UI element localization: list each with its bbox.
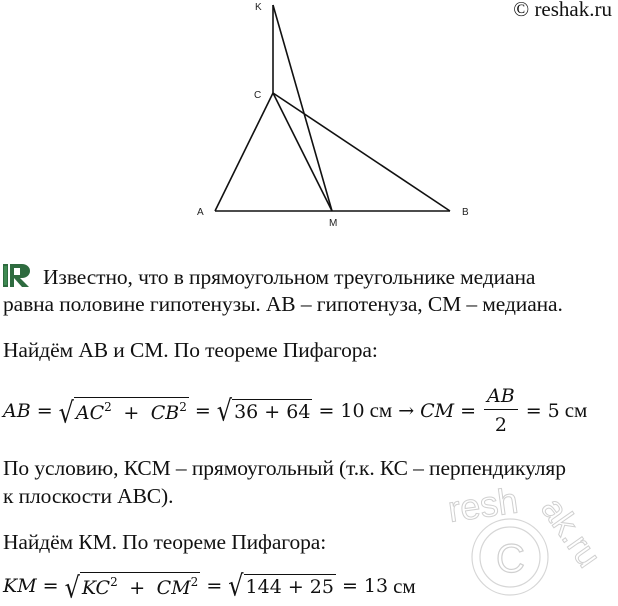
watermark-text-2: ak.ru — [533, 490, 608, 575]
equals-sign: = — [206, 575, 223, 597]
geometry-figure — [0, 0, 618, 240]
equals-sign: = — [460, 399, 477, 422]
paragraph-1-line-1: Известно, что в прямоугольном треугольнике медиана — [43, 265, 536, 289]
exponent: 2 — [179, 399, 187, 414]
formula1-lhs: AB — [3, 399, 31, 422]
sqrt-body — [74, 397, 189, 425]
point-label-c: C — [254, 90, 262, 101]
unit: см — [393, 573, 416, 598]
point-label-m: M — [329, 218, 338, 229]
term-cb: CB — [150, 401, 180, 424]
exponent: 2 — [110, 575, 118, 589]
term-kc: KC — [81, 577, 111, 599]
sqrt-sign: √ — [58, 395, 74, 430]
result-ab: 10 — [340, 399, 365, 422]
result-km: 13 — [363, 575, 389, 597]
point-label-a: A — [197, 207, 204, 218]
equals-sign: = — [318, 399, 335, 422]
watermark-circle-inner — [480, 527, 540, 587]
sqrt-sign: √ — [228, 569, 244, 603]
copyright-notice: © reshak.ru — [513, 0, 612, 21]
equals-sign: = — [42, 575, 59, 597]
paragraph-3-line-2: к плоскости АВС). — [3, 484, 174, 508]
sqrt-expression-2 — [228, 569, 336, 603]
point-label-k: K — [255, 2, 262, 13]
exponent: 2 — [104, 399, 112, 414]
watermark-graphic — [472, 519, 548, 595]
sqrt-sign: √ — [216, 393, 233, 428]
point-label-b: B — [462, 207, 469, 218]
sqrt-expression-1 — [64, 571, 201, 605]
reshak-logo-icon — [3, 262, 37, 288]
formula2-lhs: KM — [3, 575, 37, 597]
fraction-denominator: 2 — [494, 414, 507, 436]
figure-lines — [215, 5, 450, 211]
plus-sign: + — [129, 577, 146, 599]
unit: см — [369, 398, 393, 422]
fraction — [484, 385, 518, 436]
sqrt-sign: √ — [64, 571, 80, 605]
fraction-numerator: AB — [484, 385, 518, 410]
term-cm: CM — [156, 577, 191, 599]
sqrt-expression-2 — [216, 393, 313, 428]
sqrt-body: 36 + 64 — [234, 400, 311, 423]
sqrt-expression-1 — [58, 395, 189, 430]
watermark-circle-outer — [472, 519, 548, 595]
term-ac: AC — [75, 401, 105, 424]
exponent: 2 — [190, 575, 199, 589]
result-cm: 5 — [547, 399, 560, 422]
formula-km — [3, 569, 416, 605]
formula-ab-cm — [3, 385, 587, 436]
equals-sign: = — [525, 399, 542, 422]
segment-ac — [215, 93, 273, 211]
paragraph-1 — [3, 262, 535, 291]
watermark-text-1: resh — [445, 479, 521, 530]
arrow: → — [398, 399, 415, 422]
sqrt-body — [80, 572, 200, 600]
formula1-lhs2: CM — [420, 399, 455, 422]
equals-sign: = — [341, 575, 358, 597]
paragraph-2: Найдём АВ и СМ. По теореме Пифагора: — [3, 338, 378, 362]
paragraph-4: Найдём КМ. По теореме Пифагора: — [3, 530, 327, 554]
paragraph-1-line-2: равна половине гипотенузы. АВ – гипотенуза, СМ – медиана. — [3, 292, 563, 316]
unit: см — [564, 398, 588, 422]
equals-sign: = — [194, 399, 211, 422]
sqrt-body: 144 + 25 — [245, 576, 334, 598]
watermark-copyright-icon: C — [496, 537, 525, 581]
plus-sign: + — [123, 401, 140, 424]
segment-cb — [273, 93, 450, 211]
paragraph-3-line-1: По условию, КСМ – прямоугольный (т.к. КС – перпендикуляр — [3, 456, 566, 480]
equals-sign: = — [36, 399, 53, 422]
segment-km — [273, 5, 332, 211]
